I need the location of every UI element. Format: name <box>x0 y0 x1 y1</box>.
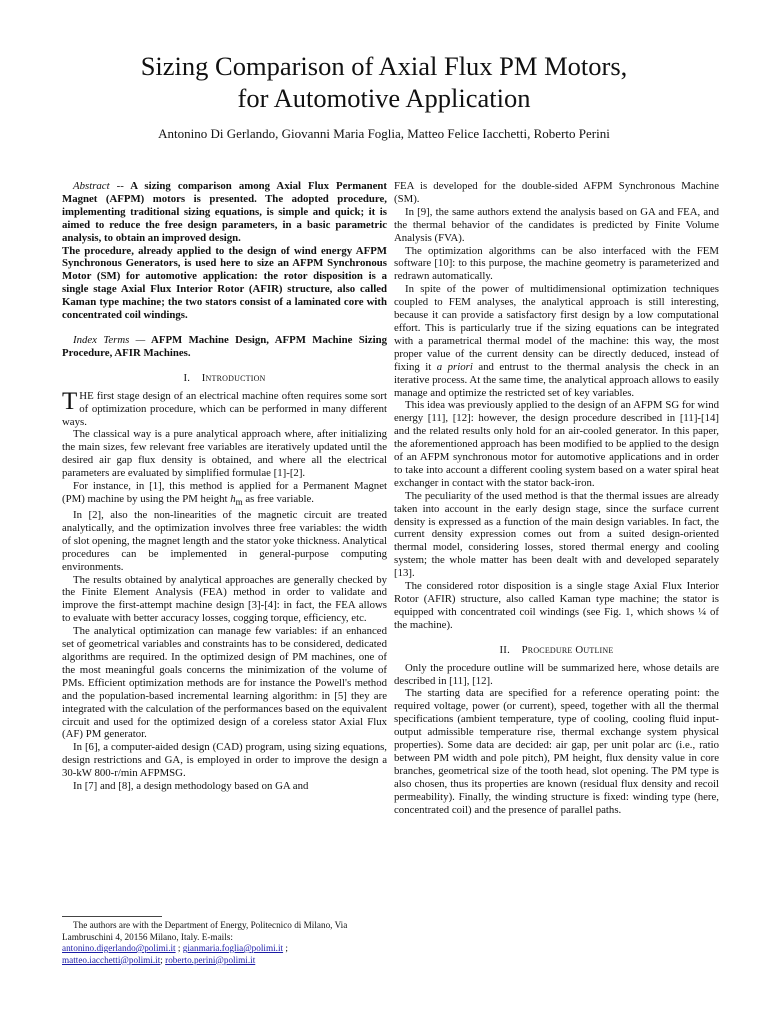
email-link-perini[interactable]: roberto.perini@polimi.it <box>165 954 256 965</box>
index-terms <box>62 334 387 360</box>
variable-h: h <box>230 492 236 505</box>
procedure-paragraph-1: Only the procedure outline will be summarized here, whose details are described in [11], [12]. <box>394 661 719 687</box>
email-separator-3: ; <box>160 954 166 965</box>
intro-paragraph-3 <box>62 480 387 509</box>
email-link-foglia[interactable]: gianmaria.foglia@polimi.it <box>182 943 284 953</box>
intro-paragraph-8-continued: FEA is developed for the double-sided AFPM Synchronous Machine (SM). <box>394 180 719 205</box>
intro-text-3b: as free variable. <box>242 492 315 505</box>
intro-paragraph-8: In [7] and [8], a design methodology based on GA and <box>73 780 309 793</box>
email-link-iacchetti[interactable]: matteo.iacchetti@polimi.it <box>62 954 161 965</box>
drop-cap: T <box>62 387 78 415</box>
section-2-title: Procedure Outline <box>521 643 614 656</box>
intro-text-3a: For instance, in [1], this method is applied for a Permanent Magnet (PM) machine by using the PM height <box>62 480 387 505</box>
email-separator-2: ; <box>283 943 288 953</box>
variable-subscript-m: m <box>235 497 243 508</box>
intro-paragraph-4: In [2], also the non-linearities of the magnetic circuit are treated analytically, and the optimization involves three free variables: the width of slot opening, the magnet length and the stator yoke thickness. Analytical procedures can be implemented in general-purpose computing environments. <box>62 509 387 573</box>
a-priori-italic: a priori <box>436 360 473 373</box>
procedure-paragraph-2: The starting data are specified for a reference operating point: the required voltage, power (or current), speed, together with all the thermal specifications (ambient temperature, type of cooling, cooling fluid input-output admissible temperature rise, thermal exchange system physical properties). Some data are decided: air gap, per unit polar arc (i.e., ratio between PM width and pole pitch), PM height, flux density value in core branches, geometrical size of the tooth head, slot opening. The PM type is also chosen, thus its properties are known (residual flux density and recoil permeability). Finally, the winding structure is fixed: winding type (here, concentrated coil) and the presence of parallel paths. <box>394 687 719 816</box>
intro-paragraph-5: The results obtained by analytical approaches are generally checked by the Finite Element Analysis (FEA) method in order to validate and improve the first-attempt machine design [3]-[4]: in fact, the FEA allows to evaluate with better accuracy losses, cogging torque, efficiency, etc. <box>62 573 387 625</box>
paper-title <box>40 50 728 114</box>
index-terms-text: AFPM Machine Design, AFPM Machine Sizing Procedure, AFIR Machines. <box>62 333 388 359</box>
intro-paragraph-1 <box>62 387 387 429</box>
intro-paragraph-10: The optimization algorithms can be also interfaced with the FEM software [10]: to this purpose, the machine geometry is parameterized and redrawn automatically. <box>394 244 719 283</box>
email-link-digerlando[interactable]: antonino.digerlando@polimi.it <box>62 943 176 953</box>
section-1-number: I. <box>183 371 191 384</box>
abstract-paragraph-2: The procedure, already applied to the design of wind energy AFPM Synchronous Generators, is used here to size an AFPM Synchronous Motor (SM) for automotive application: the rotor disposition is a single stage Axial Flux Interior Rotor (AFIR) structure, also called Kaman type machine; the two stators consist of a laminated core with concentrated coil windings. <box>62 244 387 322</box>
intro-paragraph-2: The classical way is a pure analytical approach where, after initializing the main sizes, few relevant free variables are iteratively updated until the desired air gap flux density is obtained, and where all the electrical parameters are evaluated by simplified formulae [1]-[2]. <box>62 428 387 480</box>
section-1-title: Introduction <box>201 371 266 384</box>
intro-paragraph-13: The peculiarity of the used method is that the thermal issues are already taken into account in the early design stage, since the surface current density is expressed as a function of the main design variables. In fact, the current density expression comes out from a suited design-oriented thermal model, considering losses, stored thermal energy and cooling system; the whole matter has been dealt with and developed separately [13]. <box>394 489 719 580</box>
section-2-number: II. <box>499 643 510 656</box>
abstract-paragraph-1 <box>62 180 387 245</box>
intro-paragraph-14: The considered rotor disposition is a single stage Axial Flux Interior Rotor (AFIR) structure, also called Kaman type machine; the stator is equipped with concentrated coil windings (see Fig. 1, which shows ¼ of the machine). <box>394 580 719 631</box>
intro-paragraph-9: In [9], the same authors extend the analysis based on GA and FEA, and the thermal behavior of the candidates is predicted by Finite Volume Analysis (FVA). <box>394 205 719 244</box>
abstract-text-1: A sizing comparison among Axial Flux Permanent Magnet (AFPM) motors is presented. The adopted procedure, implementing traditional sizing equations, is simple and quick; it is aimed to reduce the free design parameters, in a basic parametric analysis, to obtain an improved design. <box>62 180 388 244</box>
left-column <box>62 180 387 793</box>
section-2-heading <box>394 644 719 657</box>
intro-text-1: HE first stage design of an electrical machine often requires some sort of optimization procedure, which can be performed in many different ways. <box>62 389 387 428</box>
intro-paragraph-7: In [6], a computer-aided design (CAD) program, using sizing equations, design restrictions and GA, is employed in order to improve the design a 30-kW 800-r/min AFPMSG. <box>62 741 387 780</box>
abstract-label: Abstract -- <box>73 180 124 192</box>
index-terms-label: Index Terms — <box>73 333 146 346</box>
right-column <box>394 180 719 817</box>
footnote <box>62 920 387 966</box>
email-separator-1: ; <box>175 943 183 953</box>
title-line-1: Sizing Comparison of Axial Flux PM Motors, <box>140 51 628 81</box>
footnote-paragraph <box>62 920 387 966</box>
footnote-divider <box>62 916 162 917</box>
section-1-heading <box>62 372 387 385</box>
title-line-2: for Automotive Application <box>237 83 531 113</box>
intro-text-11b: and entrust to the thermal analysis the check in an iterative process. At the same time, the analytical approach allows to easily manage and optimize the restricted set of key variables. <box>394 360 719 399</box>
footnote-text: The authors are with the Department of Energy, Politecnico di Milano, Via Lambruschini 4, 20156 Milano, Italy. E-mails: <box>62 920 348 942</box>
intro-paragraph-12: This idea was previously applied to the design of an AFPM SG for wind energy [11], [12]: however, the design procedure described in [11]-[14] and the related results only hold for an air-cooled generator. In this paper, the aforementioned approach has been modified to be applied to the design of an AFPM synchronous motor for automotive applications and in order to take into account a different cooling system based on a water spiral heat exchanger in contact with the stator back-iron. <box>394 399 719 489</box>
intro-paragraph-11 <box>394 283 719 399</box>
intro-paragraph-6: The analytical optimization can manage few variables: if an enhanced set of geometrical variables and constraints has to be considered, dedicated algorithms are required. In the optimized design of PM machines, one of the most meaningful goals concerns the minimization of the volume of PMs. Efficient optimization methods are for instance the Powell's method and the population-based incremental learning algorithm: in [5] they are integrated with the calculation of the performances based on the equivalent circuit and used for the optimized design of a coreless stator Axial Flux (AF) PM generator. <box>62 625 387 741</box>
author-list: Antonino Di Gerlando, Giovanni Maria Foglia, Matteo Felice Iacchetti, Roberto Perini <box>158 126 610 141</box>
intro-text-11a: In spite of the power of multidimensional optimization techniques coupled to FEM analyses, the analytical approach is still interesting, because it can provide a satisfactory first design by a low computational effort. This is particularly true if the sizing equations can be integrated with a parametrical thermal model of the machine: this way, the most proper value of the current density can be directly deduced, instead of fixing it <box>394 283 719 373</box>
